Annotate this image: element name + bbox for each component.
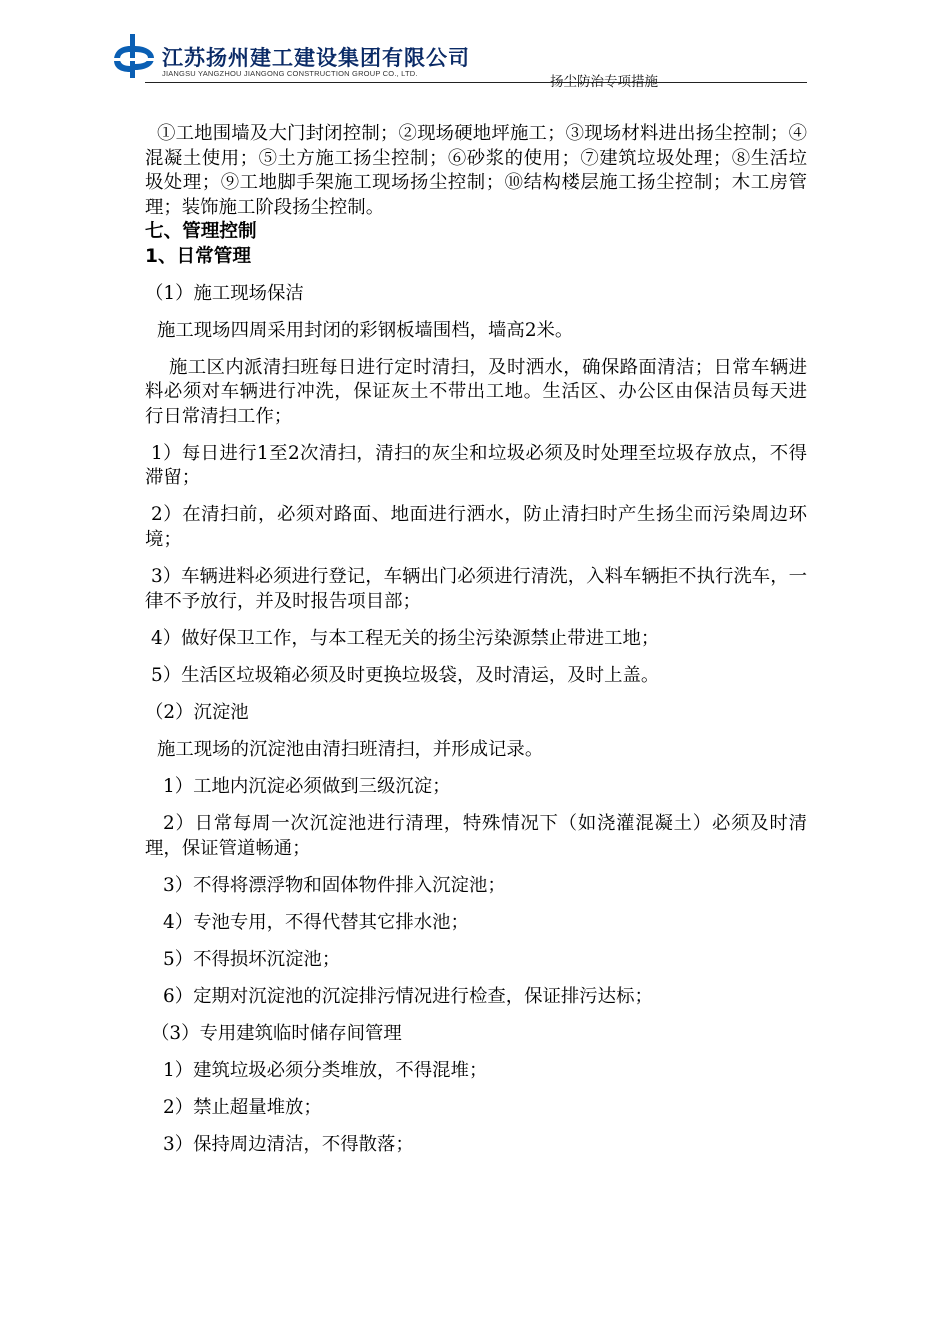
company-logo-icon (110, 32, 158, 80)
list-item: 1）工地内沉淀必须做到三级沉淀； (163, 776, 451, 798)
list-item: 2）日常每周一次沉淀池进行清理，特殊情况下（如浇灌混凝土）必须及时清理，保证管道畅通； (145, 813, 807, 859)
list-item: 3）车辆进料必须进行登记，车辆出门必须进行清洗，入料车辆拒不执行洗车，一律不予放行，并及时报告项目部； (145, 566, 807, 612)
list-item: 3）不得将漂浮物和固体物件排入沉淀池； (163, 874, 506, 896)
item-heading-site-cleaning: （1）施工现场保洁 (145, 282, 304, 304)
list-item: 6）定期对沉淀池的沉淀排污情况进行检查，保证排污达标； (163, 986, 653, 1007)
document-body (145, 122, 807, 1158)
list-item: 2）禁止超量堆放； (163, 1097, 322, 1119)
header-divider (145, 82, 807, 83)
item-heading-storage-room: （3）专用建筑临时储存间管理 (151, 1023, 402, 1045)
paragraph-cleaning-team: 施工区内派清扫班每日进行定时清扫，及时洒水，确保路面清洁；日常车辆进料必须对车辆进行冲洗，保证灰土不带出工地。生活区、办公区由保洁员每天进行日常清扫工作； (145, 356, 807, 427)
item-heading-sedimentation-tank: （2）沉淀池 (145, 701, 249, 723)
document-title: 扬尘防治专项措施 (550, 74, 658, 90)
list-item: 3）保持周边清洁，不得散落； (163, 1134, 414, 1156)
section-heading-7: 七、管理控制 (145, 221, 257, 242)
list-item: 5）不得损坏沉淀池； (163, 948, 341, 970)
paragraph-tank-cleaning: 施工现场的沉淀池由清扫班清扫，并形成记录。 (157, 738, 544, 760)
company-name-cn: 江苏扬州建工建设集团有限公司 (162, 46, 470, 70)
list-item: 4）专池专用，不得代替其它排水池； (163, 911, 469, 933)
subsection-heading-1: 1、日常管理 (145, 245, 251, 267)
list-item: 2）在清扫前，必须对路面、地面进行洒水，防止清扫时产生扬尘而污染周边环境； (145, 504, 807, 550)
list-item: 1）建筑垃圾必须分类堆放，不得混堆； (163, 1060, 488, 1082)
company-name-en: JIANGSU YANGZHOU JIANGONG CONSTRUCTION GROUP CO., LTD. (162, 69, 418, 78)
list-item: 5）生活区垃圾箱必须及时更换垃圾袋，及时清运，及时上盖。 (151, 664, 660, 686)
paragraph-enclosure: 施工现场四周采用封闭的彩钢板墙围档，墙高2米。 (157, 319, 574, 341)
page-header (110, 32, 808, 88)
measures-list-paragraph: ①工地围墙及大门封闭控制；②现场硬地坪施工；③现场材料进出扬尘控制；④混凝土使用；⑤土方施工扬尘控制；⑥砂浆的使用；⑦建筑垃圾处理；⑧生活垃圾处理；⑨工地脚手架施工现场扬尘控制；⑩结构楼层施工扬尘控制；木工房管理；装饰施工阶段扬尘控制。 (145, 123, 807, 218)
list-item: 4）做好保卫工作，与本工程无关的扬尘污染源禁止带进工地； (151, 627, 660, 649)
list-item: 1）每日进行1至2次清扫，清扫的灰尘和垃圾必须及时处理至垃圾存放点，不得滞留； (145, 442, 807, 489)
